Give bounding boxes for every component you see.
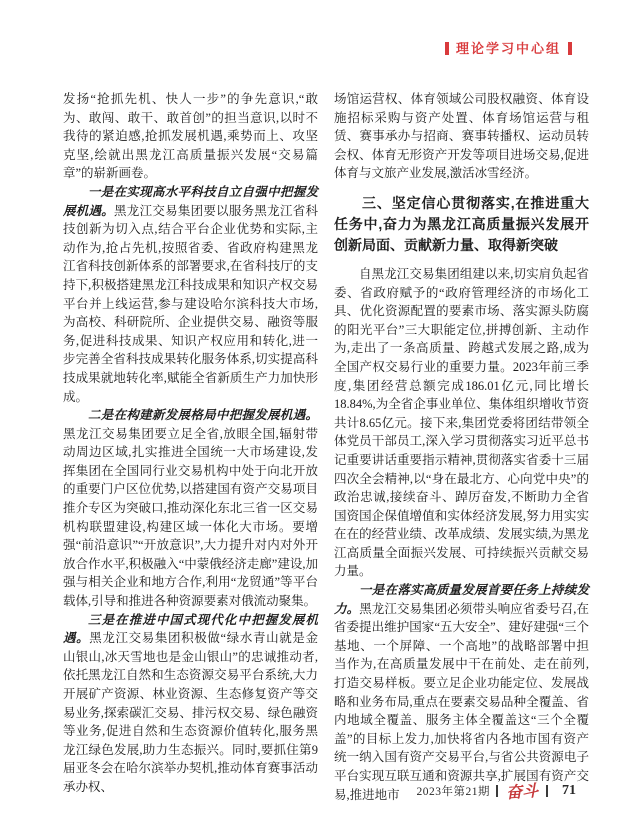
right-column [334,90,589,804]
paragraph [63,183,318,406]
header-left-bar-icon [445,42,449,55]
text-run: 自黑龙江交易集团组建以来,切实肩负起省委、省政府赋予的“政府管理经济的市场化工具、优化资源配置的要素市场、落实源头防腐的阳光平台”三大职能定位,拼搏创新、主动作为,走出了一条高质量、跨越式发展之路,成为全国产权交易行业的重要力量。2023年前三季度,集团经营总额完成186.01亿元,同比增长18.84%,为全省企事业单位、集体组织增收节资共计8.65亿元。接下来,集团党委将团结带领全体党员干部员工,深入学习贯彻落实习近平总书记重要讲话重要指示精神,贯彻落实省委十三届四次全会精神,以“身在最北方、心向党中央”的政治忠诚,接续奋斗、踔厉奋发,不断助力全省国资国企保值增值和实体经济发展,努力用实实在在的经营业绩、改革成绩、发展实绩,为黑龙江高质量全面振兴发展、可持续振兴贡献交易力量。 [334,266,589,579]
footer-right-bar-icon [546,785,548,797]
section-label: 理论学习中心组 [455,41,561,56]
lead-in-phrase: 一是在实现高水平科技自立自强中把握发展机遇。 [63,184,318,218]
paragraph [63,90,318,183]
text-run: 场馆运营权、体育领域公司股权融资、体育设施招标采购与资产处置、体育场馆运营与租赁、赛事承办与招商、赛事转播权、运动员转会权、体育无形资产开发等项目进场交易,促进体育与文旅产业发展,激活冰雪经济。 [334,92,589,181]
paragraph [334,581,589,804]
text-run: 三、坚定信心贯彻落实,在推进重大任务中,奋力为黑龙江高质量振兴发展开创新局面、贡献新力量、取得新突破 [334,194,589,253]
left-column [63,90,318,804]
text-run: 黑龙江交易集团积极做“绿水青山就是金山银山,冰天雪地也是金山银山”的忠诚推动者,依托黑龙江自然和生态资源交易平台系统,大力开展矿产资源、林业资源、生态修复资产等交易业务,探索碳汇交易、排污权交易、绿色融资等业务,促进自然和生态资源价值转化,服务黑龙江绿色发展,助力生态振兴。同时,要抓住第9届亚冬会在哈尔滨举办契机,推动体育赛事活动承办权、 [63,631,318,794]
paragraph [334,90,589,183]
paragraph [63,406,318,611]
text-run: 黑龙江交易集团要立足全省,放眼全国,辐射带动周边区域,扎实推进全国统一大市场建设,发挥集团在全国同行业交易机构中处于向北开放的重要门户区位优势,以搭建国有资产交易项目推介专区为突破口,推动深化东北三省一区交易机构联盟建设,构建区域一体化大市场。要增强“前沿意识”“开放意识”,大力提升对内对外开放合作水平,积极融入“中蒙俄经济走廊”建设,加强与相关企业和地方合作,利用“龙贸通”等平台载体,引导和推进各种资源要素对俄流动聚集。 [63,426,318,609]
section-heading [334,193,589,256]
page-footer [416,779,576,802]
lead-in-phrase: 二是在构建新发展格局中把握发展机遇。 [88,408,318,423]
magazine-logo: 奋斗 [505,780,539,803]
page-number: 71 [562,782,576,798]
footer-left-bar-icon [496,785,498,797]
lead-in-phrase: 三是在推进中国式现代化中把握发展机遇。 [63,612,318,646]
text-run: 发扬“抢抓先机、快人一步”的争先意识,“敢为、敢闯、敢干、敢首创”的担当意识,以时不我待的紧迫感,抢抓发展机遇,乘势而上、攻坚克坚,绘就出黑龙江高质量振兴发展“交易篇章”的崭新画卷。 [63,92,318,181]
lead-in-phrase: 一是在落实高质量发展首要任务上持续发力。 [334,583,589,616]
page-header [445,42,572,55]
paragraph [63,611,318,797]
issue-label: 2023年第21期 [416,785,490,798]
header-right-bar-icon [568,42,572,55]
text-run: 黑龙江交易集团必须带头响应省委号召,在省委提出维护国家“五大安全”、建好建强“三个基地、一个屏障、一个高地”的战略部署中担当作为,在高质量发展中干在前处、走在前列,打造交易样板。要立足企业功能定位、发展战略和业务布局,重点在要素交易品种全覆盖、省内地域全覆盖、服务主体全覆盖这“三个全覆盖”的目标上发力,加快将省内各地市国有资产统一纳入国有资产交易平台,与省公共资源电子平台实现互联互通和资源共享,扩展国有资产交易,推进地市 [334,601,589,802]
text-run: 黑龙江交易集团要以服务黑龙江省科技创新为切入点,结合平台企业优势和实际,主动作为,抢占先机,按照省委、省政府构建黑龙江省科技创新体系的部署要求,在省科技厅的支持下,积极搭建黑龙江科技成果和知识产权交易平台并上线运营,参与建设哈尔滨科技大市场,为高校、科研院所、企业提供交易、融资等服务,促进科技成果、知识产权应用和转化,进一步完善全省科技成果转化服务体系,切实提高科技成果就地转化率,赋能全省新质生产力加快形成。 [63,203,318,404]
paragraph [334,265,589,581]
article-body [63,90,589,804]
